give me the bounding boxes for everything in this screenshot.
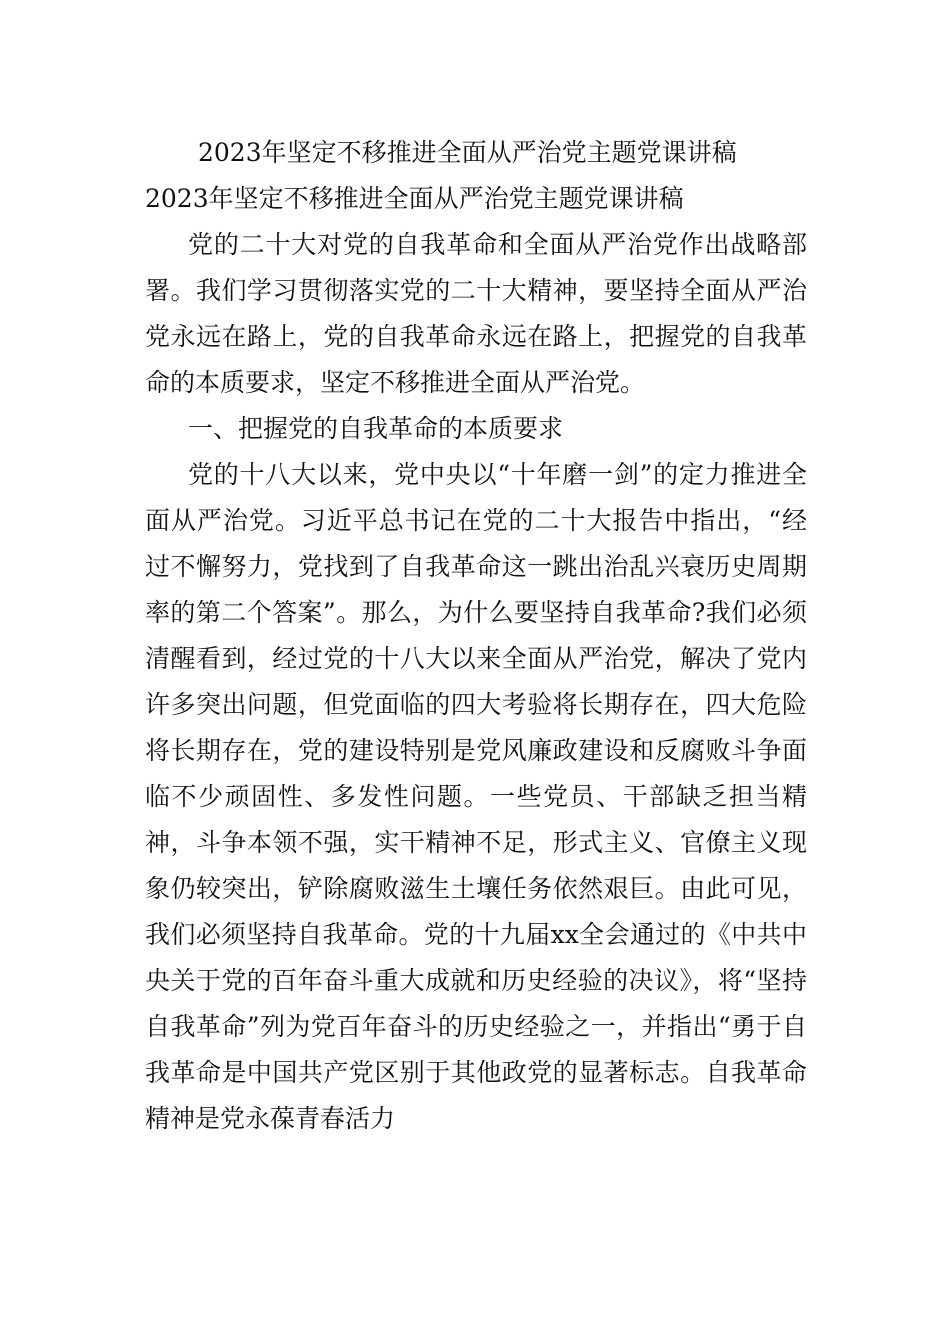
document-body bbox=[145, 130, 807, 1142]
paragraph-section-1: 党的十八大以来，党中央以“十年磨一剑”的定力推进全面从严治党。习近平总书记在党的二十大报告中指出，“经过不懈努力，党找到了自我革命这一跳出治乱兴衰历史周期率的第二个答案”。那么，为什么要坚持自我革命?我们必须清醒看到，经过党的十八大以来全面从严治党，解决了党内许多突出问题，但党面临的四大考验将长期存在，四大危险将长期存在，党的建设特别是党风廉政建设和反腐败斗争面临不少顽固性、多发性问题。一些党员、干部缺乏担当精神，斗争本领不强，实干精神不足，形式主义、官僚主义现象仍较突出，铲除腐败滋生土壤任务依然艰巨。由此可见，我们必须坚持自我革命。党的十九届xx全会通过的《中共中央关于党的百年奋斗重大成就和历史经验的决议》，将“坚持自我革命”列为党百年奋斗的历史经验之一，并指出“勇于自我革命是中国共产党区别于其他政党的显著标志。自我革命精神是党永葆青春活力 bbox=[145, 460, 807, 1133]
document-subtitle: 2023年坚定不移推进全面从严治党主题党课讲稿 bbox=[145, 184, 684, 213]
section-heading-1: 一、把握党的自我革命的本质要求 bbox=[188, 414, 564, 443]
paragraph-intro: 党的二十大对党的自我革命和全面从严治党作出战略部署。我们学习贯彻落实党的二十大精神，要坚持全面从严治党永远在路上，党的自我革命永远在路上，把握党的自我革命的本质要求，坚定不移推进全面从严治党。 bbox=[145, 230, 807, 397]
document-title: 2023年坚定不移推进全面从严治党主题党课讲稿 bbox=[198, 138, 737, 167]
